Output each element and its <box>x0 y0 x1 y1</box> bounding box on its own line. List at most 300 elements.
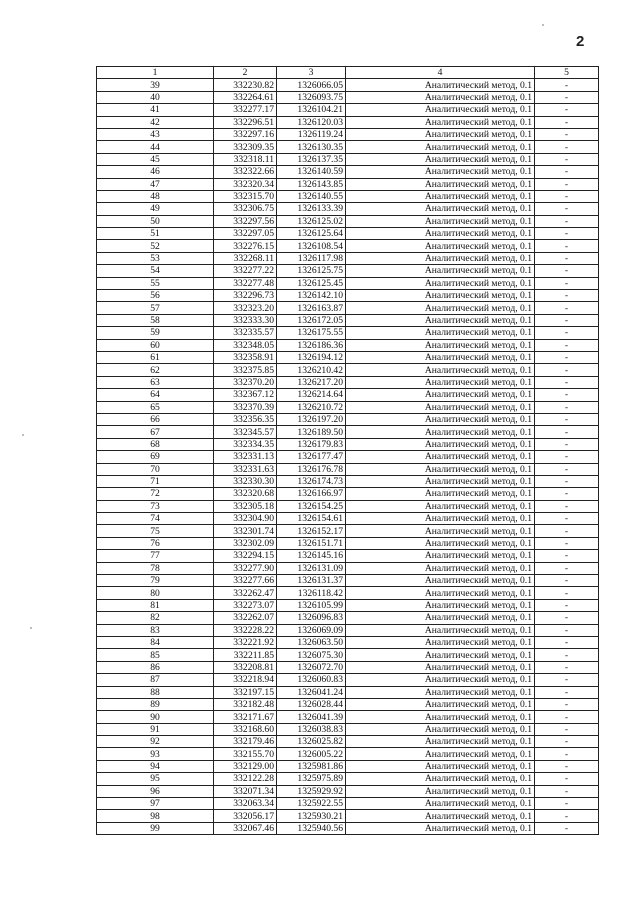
description-cell: - <box>535 649 599 661</box>
point-number-cell: 61 <box>97 351 214 363</box>
point-number-cell: 54 <box>97 265 214 277</box>
method-cell: Аналитический метод, 0.1 <box>346 327 535 339</box>
description-cell: - <box>535 364 599 376</box>
table-row <box>97 550 599 562</box>
point-number-cell: 92 <box>97 736 214 748</box>
point-number-cell: 41 <box>97 104 214 116</box>
table-row <box>97 327 599 339</box>
x-coordinate-cell: 332262.07 <box>214 612 277 624</box>
table-row <box>97 401 599 413</box>
scan-speck <box>30 627 32 629</box>
scan-speck <box>22 434 24 436</box>
table-row <box>97 736 599 748</box>
description-cell: - <box>535 537 599 549</box>
description-cell: - <box>535 748 599 760</box>
method-cell: Аналитический метод, 0.1 <box>346 413 535 425</box>
point-number-cell: 76 <box>97 537 214 549</box>
point-number-cell: 43 <box>97 128 214 140</box>
method-cell: Аналитический метод, 0.1 <box>346 525 535 537</box>
y-coordinate-cell: 1326177.47 <box>277 451 346 463</box>
point-number-cell: 75 <box>97 525 214 537</box>
method-cell: Аналитический метод, 0.1 <box>346 141 535 153</box>
method-cell: Аналитический метод, 0.1 <box>346 550 535 562</box>
table-row <box>97 822 599 834</box>
header-row <box>97 67 599 79</box>
point-number-cell: 47 <box>97 178 214 190</box>
method-cell: Аналитический метод, 0.1 <box>346 537 535 549</box>
method-cell: Аналитический метод, 0.1 <box>346 822 535 834</box>
x-coordinate-cell: 332297.05 <box>214 228 277 240</box>
table-row <box>97 785 599 797</box>
x-coordinate-cell: 332277.66 <box>214 575 277 587</box>
x-coordinate-cell: 332309.35 <box>214 141 277 153</box>
y-coordinate-cell: 1326105.99 <box>277 599 346 611</box>
method-cell: Аналитический метод, 0.1 <box>346 128 535 140</box>
description-cell: - <box>535 166 599 178</box>
method-cell: Аналитический метод, 0.1 <box>346 587 535 599</box>
description-cell: - <box>535 513 599 525</box>
coordinates-table <box>96 66 599 835</box>
x-coordinate-cell: 332320.34 <box>214 178 277 190</box>
table-row <box>97 513 599 525</box>
table-row <box>97 178 599 190</box>
table-row <box>97 190 599 202</box>
description-cell: - <box>535 822 599 834</box>
point-number-cell: 48 <box>97 190 214 202</box>
table-row <box>97 798 599 810</box>
y-coordinate-cell: 1326104.21 <box>277 104 346 116</box>
point-number-cell: 50 <box>97 215 214 227</box>
table-row <box>97 612 599 624</box>
description-cell: - <box>535 785 599 797</box>
table-row <box>97 228 599 240</box>
description-cell: - <box>535 624 599 636</box>
y-coordinate-cell: 1326041.24 <box>277 686 346 698</box>
point-number-cell: 51 <box>97 228 214 240</box>
point-number-cell: 77 <box>97 550 214 562</box>
point-number-cell: 94 <box>97 760 214 772</box>
description-cell: - <box>535 389 599 401</box>
description-cell: - <box>535 228 599 240</box>
x-coordinate-cell: 332129.00 <box>214 760 277 772</box>
point-number-cell: 98 <box>97 810 214 822</box>
y-coordinate-cell: 1326137.35 <box>277 153 346 165</box>
table-row <box>97 537 599 549</box>
y-coordinate-cell: 1326041.39 <box>277 711 346 723</box>
description-cell: - <box>535 463 599 475</box>
point-number-cell: 63 <box>97 376 214 388</box>
y-coordinate-cell: 1326069.09 <box>277 624 346 636</box>
table-row <box>97 451 599 463</box>
y-coordinate-cell: 1326072.70 <box>277 661 346 673</box>
method-cell: Аналитический метод, 0.1 <box>346 290 535 302</box>
column-header-x: 2 <box>214 67 277 79</box>
description-cell: - <box>535 240 599 252</box>
description-cell: - <box>535 277 599 289</box>
method-cell: Аналитический метод, 0.1 <box>346 104 535 116</box>
y-coordinate-cell: 1325930.21 <box>277 810 346 822</box>
table-row <box>97 575 599 587</box>
y-coordinate-cell: 1326189.50 <box>277 426 346 438</box>
x-coordinate-cell: 332322.66 <box>214 166 277 178</box>
description-cell: - <box>535 674 599 686</box>
y-coordinate-cell: 1325929.92 <box>277 785 346 797</box>
table-row <box>97 686 599 698</box>
description-cell: - <box>535 686 599 698</box>
table-row <box>97 438 599 450</box>
method-cell: Аналитический метод, 0.1 <box>346 116 535 128</box>
x-coordinate-cell: 332296.51 <box>214 116 277 128</box>
table-row <box>97 748 599 760</box>
description-cell: - <box>535 711 599 723</box>
x-coordinate-cell: 332211.85 <box>214 649 277 661</box>
method-cell: Аналитический метод, 0.1 <box>346 401 535 413</box>
x-coordinate-cell: 332367.12 <box>214 389 277 401</box>
y-coordinate-cell: 1326142.10 <box>277 290 346 302</box>
table-row <box>97 636 599 648</box>
y-coordinate-cell: 1326125.45 <box>277 277 346 289</box>
method-cell: Аналитический метод, 0.1 <box>346 426 535 438</box>
y-coordinate-cell: 1326131.09 <box>277 562 346 574</box>
table-row <box>97 79 599 91</box>
method-cell: Аналитический метод, 0.1 <box>346 178 535 190</box>
y-coordinate-cell: 1326163.87 <box>277 302 346 314</box>
point-number-cell: 73 <box>97 500 214 512</box>
description-cell: - <box>535 636 599 648</box>
y-coordinate-cell: 1326125.02 <box>277 215 346 227</box>
method-cell: Аналитический метод, 0.1 <box>346 252 535 264</box>
method-cell: Аналитический метод, 0.1 <box>346 240 535 252</box>
method-cell: Аналитический метод, 0.1 <box>346 166 535 178</box>
point-number-cell: 95 <box>97 773 214 785</box>
method-cell: Аналитический метод, 0.1 <box>346 798 535 810</box>
scan-speck <box>542 24 544 26</box>
y-coordinate-cell: 1326093.75 <box>277 91 346 103</box>
point-number-cell: 67 <box>97 426 214 438</box>
x-coordinate-cell: 332331.63 <box>214 463 277 475</box>
method-cell: Аналитический метод, 0.1 <box>346 451 535 463</box>
y-coordinate-cell: 1326119.24 <box>277 128 346 140</box>
y-coordinate-cell: 1326117.98 <box>277 252 346 264</box>
method-cell: Аналитический метод, 0.1 <box>346 500 535 512</box>
point-number-cell: 83 <box>97 624 214 636</box>
description-cell: - <box>535 128 599 140</box>
y-coordinate-cell: 1326210.72 <box>277 401 346 413</box>
x-coordinate-cell: 332306.75 <box>214 203 277 215</box>
method-cell: Аналитический метод, 0.1 <box>346 91 535 103</box>
method-cell: Аналитический метод, 0.1 <box>346 203 535 215</box>
y-coordinate-cell: 1325981.86 <box>277 760 346 772</box>
method-cell: Аналитический метод, 0.1 <box>346 624 535 636</box>
x-coordinate-cell: 332277.90 <box>214 562 277 574</box>
point-number-cell: 59 <box>97 327 214 339</box>
y-coordinate-cell: 1325940.56 <box>277 822 346 834</box>
method-cell: Аналитический метод, 0.1 <box>346 438 535 450</box>
method-cell: Аналитический метод, 0.1 <box>346 711 535 723</box>
column-header-y: 3 <box>277 67 346 79</box>
table-row <box>97 599 599 611</box>
table-row <box>97 314 599 326</box>
table-row <box>97 141 599 153</box>
x-coordinate-cell: 332168.60 <box>214 723 277 735</box>
description-cell: - <box>535 327 599 339</box>
method-cell: Аналитический метод, 0.1 <box>346 562 535 574</box>
y-coordinate-cell: 1326005.22 <box>277 748 346 760</box>
point-number-cell: 64 <box>97 389 214 401</box>
x-coordinate-cell: 332358.91 <box>214 351 277 363</box>
method-cell: Аналитический метод, 0.1 <box>346 785 535 797</box>
method-cell: Аналитический метод, 0.1 <box>346 488 535 500</box>
point-number-cell: 86 <box>97 661 214 673</box>
description-cell: - <box>535 178 599 190</box>
table-row <box>97 525 599 537</box>
description-cell: - <box>535 488 599 500</box>
method-cell: Аналитический метод, 0.1 <box>346 215 535 227</box>
table-row <box>97 376 599 388</box>
description-cell: - <box>535 190 599 202</box>
description-cell: - <box>535 290 599 302</box>
description-cell: - <box>535 215 599 227</box>
y-coordinate-cell: 1326210.42 <box>277 364 346 376</box>
point-number-cell: 42 <box>97 116 214 128</box>
y-coordinate-cell: 1326145.16 <box>277 550 346 562</box>
method-cell: Аналитический метод, 0.1 <box>346 760 535 772</box>
description-cell: - <box>535 265 599 277</box>
x-coordinate-cell: 332320.68 <box>214 488 277 500</box>
y-coordinate-cell: 1326176.78 <box>277 463 346 475</box>
method-cell: Аналитический метод, 0.1 <box>346 723 535 735</box>
x-coordinate-cell: 332171.67 <box>214 711 277 723</box>
table-row <box>97 773 599 785</box>
y-coordinate-cell: 1326197.20 <box>277 413 346 425</box>
table-row <box>97 116 599 128</box>
description-cell: - <box>535 500 599 512</box>
column-header-description: 5 <box>535 67 599 79</box>
x-coordinate-cell: 332221.92 <box>214 636 277 648</box>
page-number: 2 <box>576 33 585 50</box>
x-coordinate-cell: 332318.11 <box>214 153 277 165</box>
table-row <box>97 128 599 140</box>
x-coordinate-cell: 332122.28 <box>214 773 277 785</box>
table-row <box>97 649 599 661</box>
y-coordinate-cell: 1326125.64 <box>277 228 346 240</box>
x-coordinate-cell: 332277.17 <box>214 104 277 116</box>
point-number-cell: 70 <box>97 463 214 475</box>
point-number-cell: 66 <box>97 413 214 425</box>
table-row <box>97 265 599 277</box>
method-cell: Аналитический метод, 0.1 <box>346 190 535 202</box>
table-row <box>97 240 599 252</box>
y-coordinate-cell: 1326066.05 <box>277 79 346 91</box>
point-number-cell: 60 <box>97 339 214 351</box>
x-coordinate-cell: 332330.30 <box>214 475 277 487</box>
x-coordinate-cell: 332294.15 <box>214 550 277 562</box>
x-coordinate-cell: 332370.39 <box>214 401 277 413</box>
method-cell: Аналитический метод, 0.1 <box>346 599 535 611</box>
method-cell: Аналитический метод, 0.1 <box>346 389 535 401</box>
method-cell: Аналитический метод, 0.1 <box>346 513 535 525</box>
method-cell: Аналитический метод, 0.1 <box>346 228 535 240</box>
description-cell: - <box>535 116 599 128</box>
x-coordinate-cell: 332297.16 <box>214 128 277 140</box>
y-coordinate-cell: 1325922.55 <box>277 798 346 810</box>
x-coordinate-cell: 332296.73 <box>214 290 277 302</box>
method-cell: Аналитический метод, 0.1 <box>346 636 535 648</box>
point-number-cell: 49 <box>97 203 214 215</box>
description-cell: - <box>535 302 599 314</box>
point-number-cell: 58 <box>97 314 214 326</box>
point-number-cell: 78 <box>97 562 214 574</box>
table-row <box>97 389 599 401</box>
method-cell: Аналитический метод, 0.1 <box>346 773 535 785</box>
description-cell: - <box>535 339 599 351</box>
x-coordinate-cell: 332304.90 <box>214 513 277 525</box>
point-number-cell: 44 <box>97 141 214 153</box>
point-number-cell: 96 <box>97 785 214 797</box>
point-number-cell: 68 <box>97 438 214 450</box>
x-coordinate-cell: 332345.57 <box>214 426 277 438</box>
method-cell: Аналитический метод, 0.1 <box>346 376 535 388</box>
y-coordinate-cell: 1326120.03 <box>277 116 346 128</box>
point-number-cell: 46 <box>97 166 214 178</box>
description-cell: - <box>535 773 599 785</box>
point-number-cell: 39 <box>97 79 214 91</box>
method-cell: Аналитический метод, 0.1 <box>346 736 535 748</box>
point-number-cell: 88 <box>97 686 214 698</box>
point-number-cell: 91 <box>97 723 214 735</box>
x-coordinate-cell: 332262.47 <box>214 587 277 599</box>
y-coordinate-cell: 1326130.35 <box>277 141 346 153</box>
x-coordinate-cell: 332230.82 <box>214 79 277 91</box>
description-cell: - <box>535 91 599 103</box>
table-row <box>97 302 599 314</box>
x-coordinate-cell: 332334.35 <box>214 438 277 450</box>
y-coordinate-cell: 1326154.61 <box>277 513 346 525</box>
table-row <box>97 500 599 512</box>
method-cell: Аналитический метод, 0.1 <box>346 79 535 91</box>
method-cell: Аналитический метод, 0.1 <box>346 575 535 587</box>
table-row <box>97 153 599 165</box>
column-header-point: 1 <box>97 67 214 79</box>
method-cell: Аналитический метод, 0.1 <box>346 649 535 661</box>
table-row <box>97 252 599 264</box>
x-coordinate-cell: 332277.22 <box>214 265 277 277</box>
table-row <box>97 413 599 425</box>
table-row <box>97 91 599 103</box>
table-row <box>97 587 599 599</box>
point-number-cell: 82 <box>97 612 214 624</box>
table-row <box>97 711 599 723</box>
y-coordinate-cell: 1326174.73 <box>277 475 346 487</box>
method-cell: Аналитический метод, 0.1 <box>346 339 535 351</box>
y-coordinate-cell: 1326096.83 <box>277 612 346 624</box>
point-number-cell: 89 <box>97 698 214 710</box>
y-coordinate-cell: 1326075.30 <box>277 649 346 661</box>
method-cell: Аналитический метод, 0.1 <box>346 686 535 698</box>
table-row <box>97 723 599 735</box>
description-cell: - <box>535 314 599 326</box>
description-cell: - <box>535 401 599 413</box>
point-number-cell: 80 <box>97 587 214 599</box>
point-number-cell: 56 <box>97 290 214 302</box>
table-body <box>97 79 599 835</box>
description-cell: - <box>535 141 599 153</box>
description-cell: - <box>535 810 599 822</box>
x-coordinate-cell: 332208.81 <box>214 661 277 673</box>
table-row <box>97 463 599 475</box>
description-cell: - <box>535 723 599 735</box>
x-coordinate-cell: 332333.30 <box>214 314 277 326</box>
x-coordinate-cell: 332179.46 <box>214 736 277 748</box>
y-coordinate-cell: 1326063.50 <box>277 636 346 648</box>
point-number-cell: 84 <box>97 636 214 648</box>
y-coordinate-cell: 1326194.12 <box>277 351 346 363</box>
x-coordinate-cell: 332301.74 <box>214 525 277 537</box>
description-cell: - <box>535 550 599 562</box>
point-number-cell: 93 <box>97 748 214 760</box>
description-cell: - <box>535 562 599 574</box>
y-coordinate-cell: 1326151.71 <box>277 537 346 549</box>
point-number-cell: 45 <box>97 153 214 165</box>
y-coordinate-cell: 1326133.39 <box>277 203 346 215</box>
point-number-cell: 74 <box>97 513 214 525</box>
method-cell: Аналитический метод, 0.1 <box>346 265 535 277</box>
description-cell: - <box>535 587 599 599</box>
point-number-cell: 99 <box>97 822 214 834</box>
y-coordinate-cell: 1325975.89 <box>277 773 346 785</box>
description-cell: - <box>535 661 599 673</box>
y-coordinate-cell: 1326131.37 <box>277 575 346 587</box>
table-header <box>97 67 599 79</box>
y-coordinate-cell: 1326140.55 <box>277 190 346 202</box>
x-coordinate-cell: 332277.48 <box>214 277 277 289</box>
point-number-cell: 53 <box>97 252 214 264</box>
point-number-cell: 97 <box>97 798 214 810</box>
y-coordinate-cell: 1326125.75 <box>277 265 346 277</box>
point-number-cell: 85 <box>97 649 214 661</box>
y-coordinate-cell: 1326060.83 <box>277 674 346 686</box>
description-cell: - <box>535 351 599 363</box>
x-coordinate-cell: 332315.70 <box>214 190 277 202</box>
x-coordinate-cell: 332305.18 <box>214 500 277 512</box>
table-row <box>97 290 599 302</box>
x-coordinate-cell: 332268.11 <box>214 252 277 264</box>
description-cell: - <box>535 203 599 215</box>
description-cell: - <box>535 798 599 810</box>
x-coordinate-cell: 332197.15 <box>214 686 277 698</box>
x-coordinate-cell: 332323.20 <box>214 302 277 314</box>
y-coordinate-cell: 1326143.85 <box>277 178 346 190</box>
description-cell: - <box>535 736 599 748</box>
x-coordinate-cell: 332331.13 <box>214 451 277 463</box>
method-cell: Аналитический метод, 0.1 <box>346 364 535 376</box>
y-coordinate-cell: 1326152.17 <box>277 525 346 537</box>
point-number-cell: 79 <box>97 575 214 587</box>
y-coordinate-cell: 1326172.05 <box>277 314 346 326</box>
description-cell: - <box>535 252 599 264</box>
method-cell: Аналитический метод, 0.1 <box>346 748 535 760</box>
x-coordinate-cell: 332155.70 <box>214 748 277 760</box>
table-row <box>97 488 599 500</box>
point-number-cell: 62 <box>97 364 214 376</box>
table-row <box>97 339 599 351</box>
table-row <box>97 351 599 363</box>
method-cell: Аналитический метод, 0.1 <box>346 475 535 487</box>
point-number-cell: 72 <box>97 488 214 500</box>
x-coordinate-cell: 332056.17 <box>214 810 277 822</box>
method-cell: Аналитический метод, 0.1 <box>346 612 535 624</box>
table-row <box>97 661 599 673</box>
